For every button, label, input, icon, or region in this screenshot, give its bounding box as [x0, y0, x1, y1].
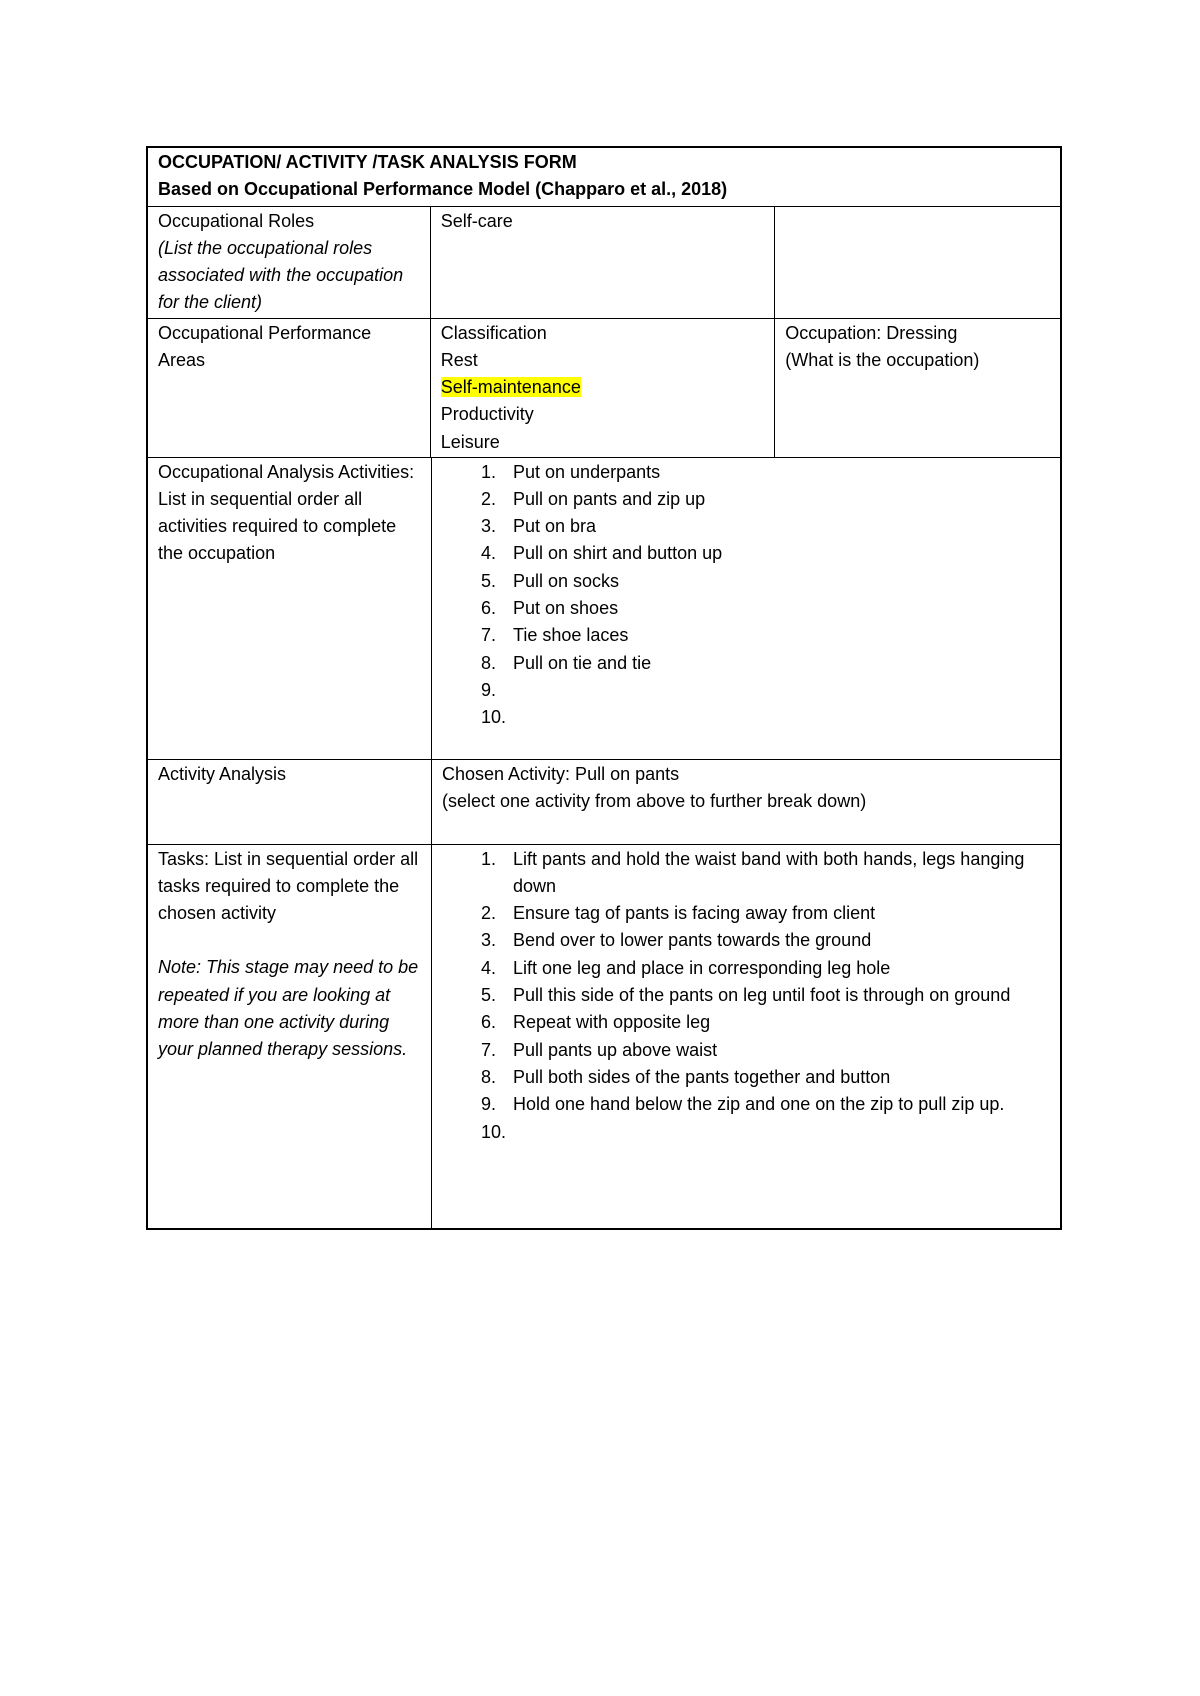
- list-item: 3. Put on bra: [481, 516, 597, 537]
- form-subtitle: Based on Occupational Performance Model (Chapparo et al., 2018): [158, 179, 728, 200]
- tasks-label-cell: [148, 845, 432, 1228]
- list-item: 7. Tie shoe laces: [481, 625, 629, 646]
- roles-extra-cell: [775, 207, 1060, 318]
- activity-analysis-label: Activity Analysis: [158, 763, 287, 784]
- form-title: OCCUPATION/ ACTIVITY /TASK ANALYSIS FORM: [158, 152, 577, 172]
- chosen-activity-cell: [432, 760, 1060, 844]
- classification-productivity: Productivity: [440, 404, 534, 425]
- roles-label-cell: [148, 207, 431, 318]
- roles-label: Occupational Roles: [158, 210, 315, 231]
- form-header: [148, 148, 1060, 206]
- performance-areas-label-cell: [148, 319, 431, 457]
- list-item: 10.: [481, 707, 507, 728]
- occupation-cell: [775, 319, 1060, 457]
- list-item: 5. Pull this side of the pants on leg until foot is through on ground: [481, 985, 1011, 1006]
- tasks-list-cell: [432, 845, 1060, 1228]
- activity-analysis-label-cell: [148, 760, 432, 844]
- list-item: 5. Pull on socks: [481, 570, 620, 591]
- activities-list: [442, 459, 1050, 732]
- list-item: 4. Pull on shirt and button up: [481, 543, 723, 564]
- classification-leisure: Leisure: [440, 431, 500, 452]
- analysis-form: [146, 146, 1062, 1230]
- list-item: 6. Put on shoes: [481, 598, 619, 619]
- performance-areas-label: Occupational Performance Areas: [158, 322, 372, 370]
- list-item: 8. Pull both sides of the pants together and button: [481, 1066, 891, 1087]
- roles-note: (List the occupational roles associated with the occupation for the client): [158, 237, 404, 313]
- list-item: 3. Bend over to lower pants towards the ground: [481, 930, 872, 951]
- classification-rest: Rest: [440, 349, 478, 370]
- tasks-list: [442, 846, 1050, 1146]
- list-item: 8. Pull on tie and tie: [481, 652, 652, 673]
- list-item: 9. Hold one hand below the zip and one on the zip to pull zip up.: [481, 1094, 1005, 1115]
- occupational-analysis-row: [148, 457, 1060, 759]
- tasks-label: Tasks: List in sequential order all tasks required to complete the chosen activity: [158, 848, 419, 924]
- occupational-analysis-label-cell: [148, 458, 432, 759]
- roles-row: [148, 206, 1060, 318]
- occupation-note: (What is the occupation): [785, 349, 980, 370]
- classification-cell: [431, 319, 775, 457]
- activities-list-cell: [432, 458, 1060, 759]
- list-item: 1. Lift pants and hold the waist band with both hands, legs hanging down: [481, 848, 1025, 896]
- activity-analysis-row: [148, 759, 1060, 844]
- list-item: 7. Pull pants up above waist: [481, 1039, 718, 1060]
- tasks-row: [148, 844, 1060, 1228]
- occupational-analysis-label: Occupational Analysis Activities: List in sequential order all activities required to complete the occupation: [158, 461, 415, 564]
- occupation-value: Occupation: Dressing: [785, 322, 958, 343]
- list-item: 2. Pull on pants and zip up: [481, 488, 706, 509]
- roles-value-cell: [431, 207, 775, 318]
- list-item: 2. Ensure tag of pants is facing away from client: [481, 903, 876, 924]
- list-item: 6. Repeat with opposite leg: [481, 1012, 711, 1033]
- chosen-activity-note: (select one activity from above to further break down): [442, 790, 867, 811]
- list-item: 9.: [481, 679, 497, 700]
- list-item: 4. Lift one leg and place in corresponding leg hole: [481, 957, 891, 978]
- list-item: 10.: [481, 1121, 507, 1142]
- list-item: 1. Put on underpants: [481, 461, 661, 482]
- classification-self-maintenance: Self-maintenance: [440, 377, 581, 398]
- tasks-note: Note: This stage may need to be repeated if you are looking at more than one activity during your planned therapy sessions.: [158, 957, 419, 1060]
- classification-heading: Classification: [440, 322, 547, 343]
- chosen-activity: Chosen Activity: Pull on pants: [442, 763, 680, 784]
- form-header-row: [148, 148, 1060, 206]
- roles-value: Self-care: [440, 210, 513, 231]
- performance-areas-row: [148, 318, 1060, 457]
